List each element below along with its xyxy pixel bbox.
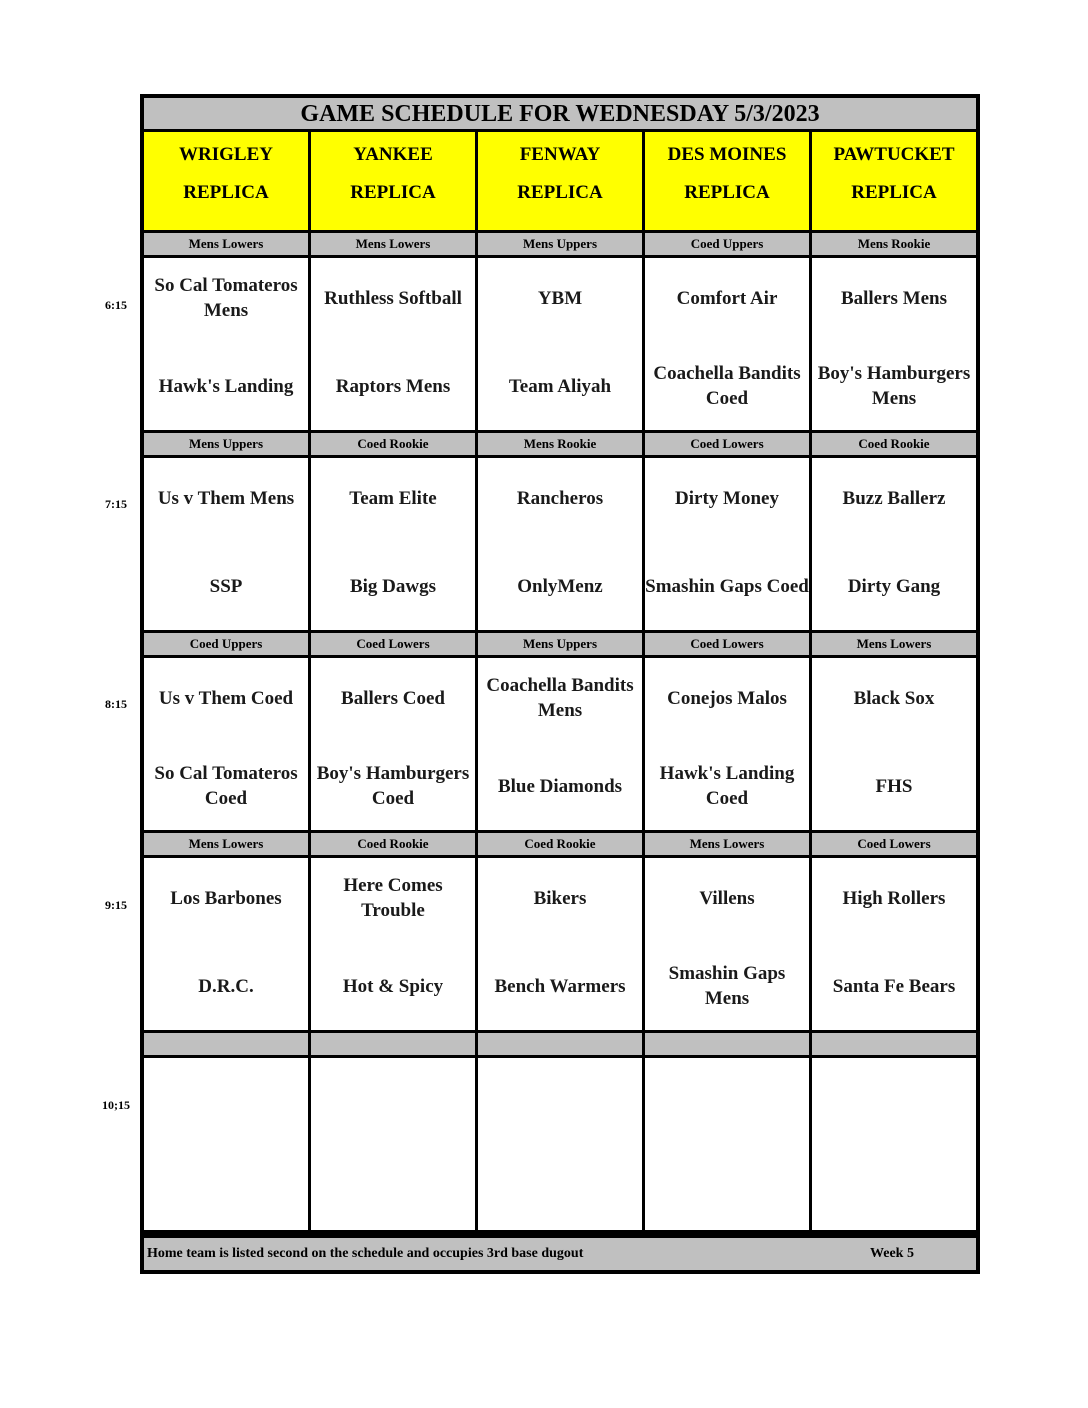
home-team [645,1156,809,1216]
away-team: Villens [699,887,755,909]
division-label: Mens Lowers [645,833,809,855]
home-team: D.R.C. [198,975,254,997]
home-team [478,1156,642,1216]
week-label: Week 5 [870,1246,914,1261]
home-team: Big Dawgs [349,575,437,597]
home-team: SSP [209,575,243,597]
away-team: So Cal Tomateros Mens [154,275,298,321]
field-column [478,132,642,1270]
away-team: YBM [537,287,583,309]
home-team: Team Aliyah [508,375,612,397]
division-label: Mens Uppers [478,633,642,655]
game-cell [311,658,475,830]
game-cell [478,458,642,630]
field-name: PAWTUCKET [833,144,955,165]
away-team: Rancheros [516,487,604,509]
game-cell [311,1058,475,1230]
away-team: Us v Them Coed [158,687,294,709]
field-header [478,132,642,230]
away-team [311,1068,475,1128]
home-team: Raptors Mens [335,375,451,397]
home-team: Santa Fe Bears [832,975,956,997]
time-label: 7:15 [105,497,127,511]
game-cell [311,858,475,1030]
game-cell [311,258,475,430]
field-header [311,132,475,230]
home-team: Hot & Spicy [342,975,444,997]
home-team: Coachella Bandits Coed [653,363,801,409]
division-label: Coed Rookie [812,433,976,455]
away-team: Black Sox [853,687,935,709]
away-team: Conejos Malos [667,687,787,709]
home-team: Hawk's Landing [158,375,294,397]
away-team: Ballers Coed [341,687,445,709]
division-label [311,1033,475,1055]
field-column [645,132,809,1270]
division-label: Coed Lowers [645,433,809,455]
field-subtitle: REPLICA [517,182,603,203]
field-column [812,132,976,1270]
away-team: Here Comes Trouble [343,875,443,921]
home-team [812,1156,976,1216]
time-label: 9:15 [105,898,127,912]
away-team: Comfort Air [676,287,778,309]
field-subtitle: REPLICA [183,182,269,203]
division-label: Mens Lowers [144,833,308,855]
away-team [144,1068,308,1128]
field-header [812,132,976,230]
away-team: Coachella Bandits Mens [486,675,634,721]
division-label: Coed Rookie [311,833,475,855]
game-cell [478,258,642,430]
game-cell [645,258,809,430]
field-subtitle: REPLICA [851,182,937,203]
division-label: Coed Lowers [645,633,809,655]
footer-bar [144,1238,976,1270]
division-label: Mens Lowers [144,233,308,255]
game-cell [144,858,308,1030]
division-label: Coed Rookie [311,433,475,455]
division-label: Mens Uppers [144,433,308,455]
away-team: Buzz Ballerz [842,487,946,509]
home-team: So Cal Tomateros Coed [154,763,298,809]
home-team: Dirty Gang [847,575,941,597]
time-label: 10;15 [102,1098,130,1112]
home-team: Boy's Hamburgers Coed [316,763,470,809]
footer-note: Home team is listed second on the schedule and occupies 3rd base dugout [147,1246,584,1261]
field-name: YANKEE [353,144,433,165]
away-team [645,1068,809,1128]
game-cell [478,858,642,1030]
game-cell [812,658,976,830]
division-label: Mens Rookie [478,433,642,455]
time-label: 6:15 [105,298,127,312]
division-label: Mens Rookie [812,233,976,255]
away-team: Los Barbones [170,887,282,909]
division-label: Coed Uppers [144,633,308,655]
away-team [812,1068,976,1128]
home-team [144,1156,308,1216]
division-label: Coed Rookie [478,833,642,855]
home-team: Smashin Gaps Mens [668,963,786,1009]
division-label [144,1033,308,1055]
game-cell [478,658,642,830]
division-label [478,1033,642,1055]
division-label [812,1033,976,1055]
game-cell [812,858,976,1030]
game-cell [645,1058,809,1230]
home-team: Smashin Gaps Coed [645,575,809,597]
page-title: GAME SCHEDULE FOR WEDNESDAY 5/3/2023 [144,98,976,132]
field-name: FENWAY [519,144,601,165]
game-cell [645,458,809,630]
game-cell [144,258,308,430]
time-column [96,0,140,1408]
away-team: Us v Them Mens [157,487,295,509]
home-team: Blue Diamonds [497,775,623,797]
division-label: Mens Uppers [478,233,642,255]
away-team: Bikers [533,887,587,909]
field-column [311,132,475,1270]
division-label: Coed Uppers [645,233,809,255]
division-label: Coed Lowers [812,833,976,855]
home-team: Boy's Hamburgers Mens [817,363,971,409]
game-cell [812,458,976,630]
field-header [144,132,308,230]
away-team: Dirty Money [675,487,779,509]
field-column [144,132,308,1270]
division-label: Mens Lowers [311,233,475,255]
game-cell [144,458,308,630]
home-team [311,1156,475,1216]
home-team: FHS [875,775,913,797]
field-header [645,132,809,230]
field-subtitle: REPLICA [350,182,436,203]
game-cell [144,658,308,830]
away-team: Team Elite [349,487,437,509]
time-label: 8:15 [105,697,127,711]
field-name: DES MOINES [667,144,787,165]
division-label: Coed Lowers [311,633,475,655]
game-cell [812,1058,976,1230]
schedule-table [140,94,980,1274]
game-cell [311,458,475,630]
home-team: Hawk's Landing Coed [659,763,795,809]
division-label: Mens Lowers [812,633,976,655]
game-cell [478,1058,642,1230]
away-team: Ballers Mens [840,287,948,309]
away-team: High Rollers [842,887,946,909]
game-cell [645,658,809,830]
home-team: Bench Warmers [494,975,626,997]
game-cell [645,858,809,1030]
division-label [645,1033,809,1055]
field-name: WRIGLEY [179,144,273,165]
game-cell [812,258,976,430]
field-subtitle: REPLICA [684,182,770,203]
away-team: Ruthless Softball [324,287,462,309]
game-cell [144,1058,308,1230]
away-team [478,1068,642,1128]
home-team: OnlyMenz [517,575,603,597]
